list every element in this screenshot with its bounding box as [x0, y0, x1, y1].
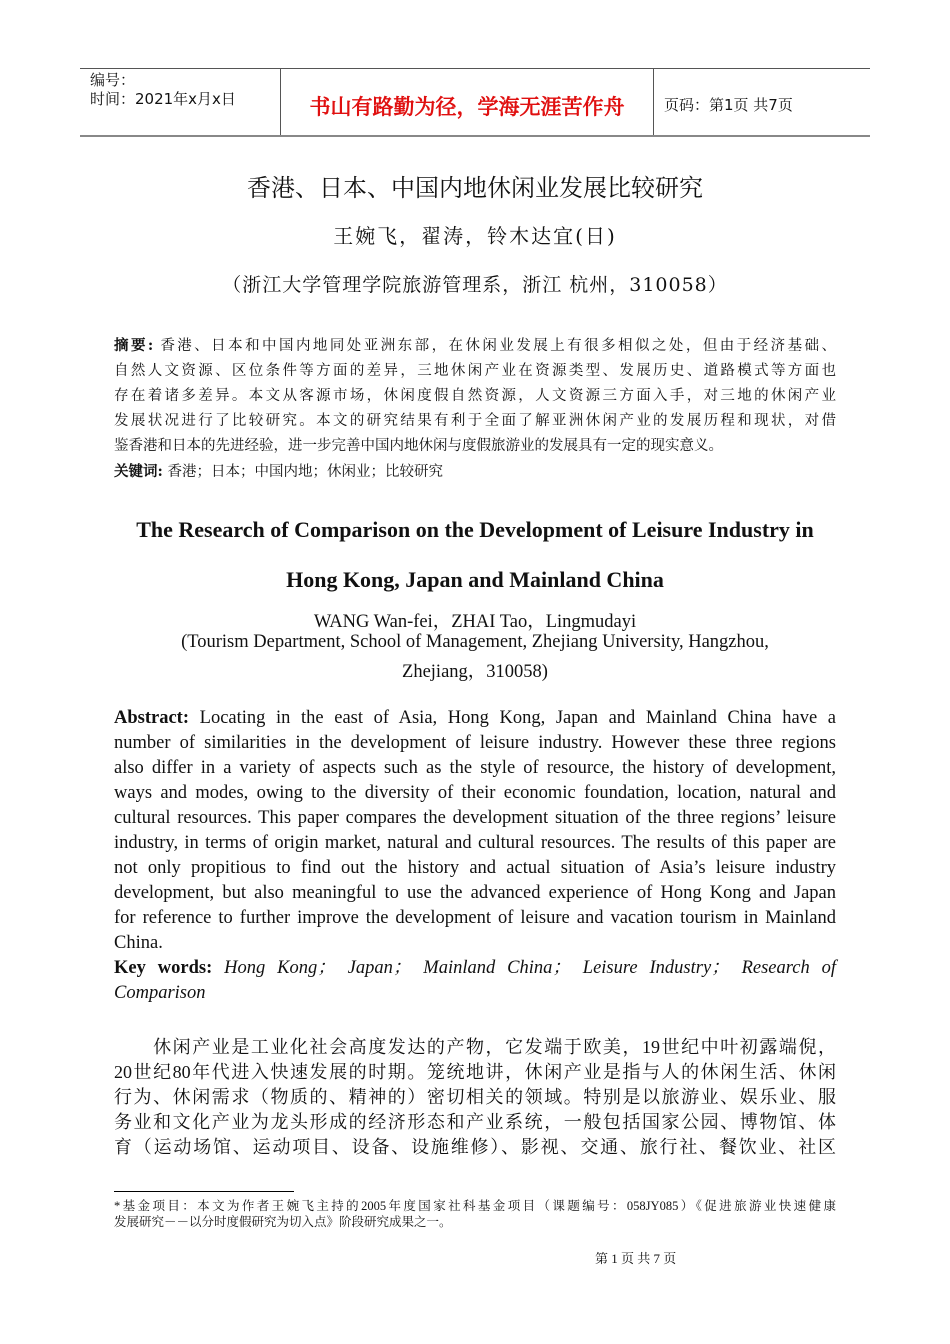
body-line: 育（运动场馆、运动项目、设备、设施维修）、影视、交通、旅行社、餐饮业、社区: [114, 1137, 836, 1157]
abstract-cn-line: 香港、日本和中国内地同处亚洲东部，在休闲业发展上有很多相似之处，但由于经济基础、: [160, 338, 836, 354]
affiliation-en-line: (Tourism Department, School of Management, Zhejiang University, Hangzhou,: [181, 632, 769, 652]
body-line: 务业和文化产业为龙头形成的经济形态和产业系统，一般包括国家公园、博物馆、体: [114, 1112, 836, 1132]
abstract-cn-line: 自然人文资源、区位条件等方面的差异，三地休闲产业在资源类型、发展历史、道路模式等方面也: [114, 363, 836, 379]
keywords-cn: 香港；日本；中国内地；休闲业；比较研究: [167, 464, 443, 480]
authors-en: WANG Wan-fei，ZHAI Tao，Lingmudayi: [313, 612, 637, 632]
affiliation-en-line: Zhejiang，310058): [402, 662, 548, 682]
date-label: 时间：2021年x月x日: [90, 90, 236, 108]
number-label: 编号：: [90, 71, 136, 89]
header-table: [80, 68, 870, 137]
keywords-en: Comparison: [114, 983, 206, 1003]
body-line: 休闲产业是工业化社会高度发达的产物，它发端于欧美，19世纪中叶初露端倪，: [114, 1037, 836, 1057]
authors-cn: 王婉飞，翟涛，铃木达宜(日): [333, 224, 617, 248]
abstract-en-line: ways and modes, owing to the diversity of their economic foundation, location, natural and: [114, 783, 836, 803]
body-line: 20世纪80年代进入快速发展的时期。笼统地讲，休闲产业是指与人的休闲生活、休闲: [114, 1062, 836, 1082]
abstract-cn: [114, 333, 836, 485]
keywords-en: Hong Kong； Japan； Mainland China； Leisure Industry； Research of: [224, 958, 837, 978]
page-footer: 第 1 页 共 7 页: [595, 1251, 677, 1266]
abstract-en-line: industry, in terms of origin market, natural and cultural resources. The results of this paper are: [114, 833, 836, 853]
body-line: 行为、休闲需求（物质的、精神的）密切相关的领域。特别是以旅游业、娱乐业、服: [114, 1087, 836, 1107]
page-code: 页码：第1页 共7页: [664, 96, 793, 114]
affiliation-cn: （浙江大学管理学院旅游管理系，浙江 杭州，310058）: [222, 274, 728, 296]
abstract-en-line: for reference to further improve the development of leisure and vacation tourism in Mainland: [114, 908, 836, 928]
footnote-rule: [114, 1191, 294, 1192]
abstract-en-line: number of similarities in the development of leisure industry. However these three regions: [114, 733, 836, 753]
body-paragraph: [114, 1035, 836, 1160]
abstract-cn-line: 存在着诸多差异。本文从客源市场，休闲度假自然资源，人文资源三方面入手，对三地的休闲产业: [114, 388, 836, 404]
abstract-en: [114, 706, 836, 1006]
abstract-en-line: cultural resources. This paper compares the development situation of the three regions’ leisure: [114, 808, 836, 828]
header-meta: [90, 71, 236, 109]
motto: 书山有路勤为径，学海无涯苦作舟: [309, 95, 625, 119]
abstract-en-line: Locating in the east of Asia, Hong Kong, Japan and Mainland China have a: [199, 708, 836, 728]
abstract-en-label: Abstract:: [114, 708, 190, 728]
footnote-line: *基金项目：本文为作者王婉飞主持的2005年度国家社科基金项目（课题编号：058JY085）《促进旅游业快速健康: [114, 1199, 836, 1213]
abstract-en-line: development, but also meaningful to use the advanced experience of Hong Kong and Japan: [114, 883, 836, 903]
abstract-cn-line: 鉴香港和日本的先进经验，进一步完善中国内地休闲与度假旅游业的发展具有一定的现实意义。: [114, 438, 723, 454]
footnote: [114, 1198, 836, 1230]
keywords-cn-label: 关键词:: [114, 463, 163, 480]
abstract-en-line: also differ in a variety of aspects such as the style of resource, the history of development,: [114, 758, 836, 778]
abstract-cn-label: 摘要:: [114, 337, 154, 354]
abstract-cn-line: 发展状况进行了比较研究。本文的研究结果有利于全面了解亚洲休闲产业的发展历程和现状，对借: [114, 413, 836, 429]
title-cn: 香港、日本、中国内地休闲业发展比较研究: [247, 174, 703, 202]
abstract-en-line: not only propitious to find out the history and actual situation of Asia’s leisure industry: [114, 858, 836, 878]
title-en-line: Hong Kong, Japan and Mainland China: [286, 567, 664, 592]
footnote-line: 发展研究－－以分时度假研究为切入点》阶段研究成果之一。: [114, 1215, 452, 1229]
abstract-en-line: China.: [114, 933, 163, 953]
keywords-en-label: Key words:: [114, 958, 213, 978]
title-en-line: The Research of Comparison on the Development of Leisure Industry in: [136, 517, 814, 542]
divider: [653, 69, 654, 135]
